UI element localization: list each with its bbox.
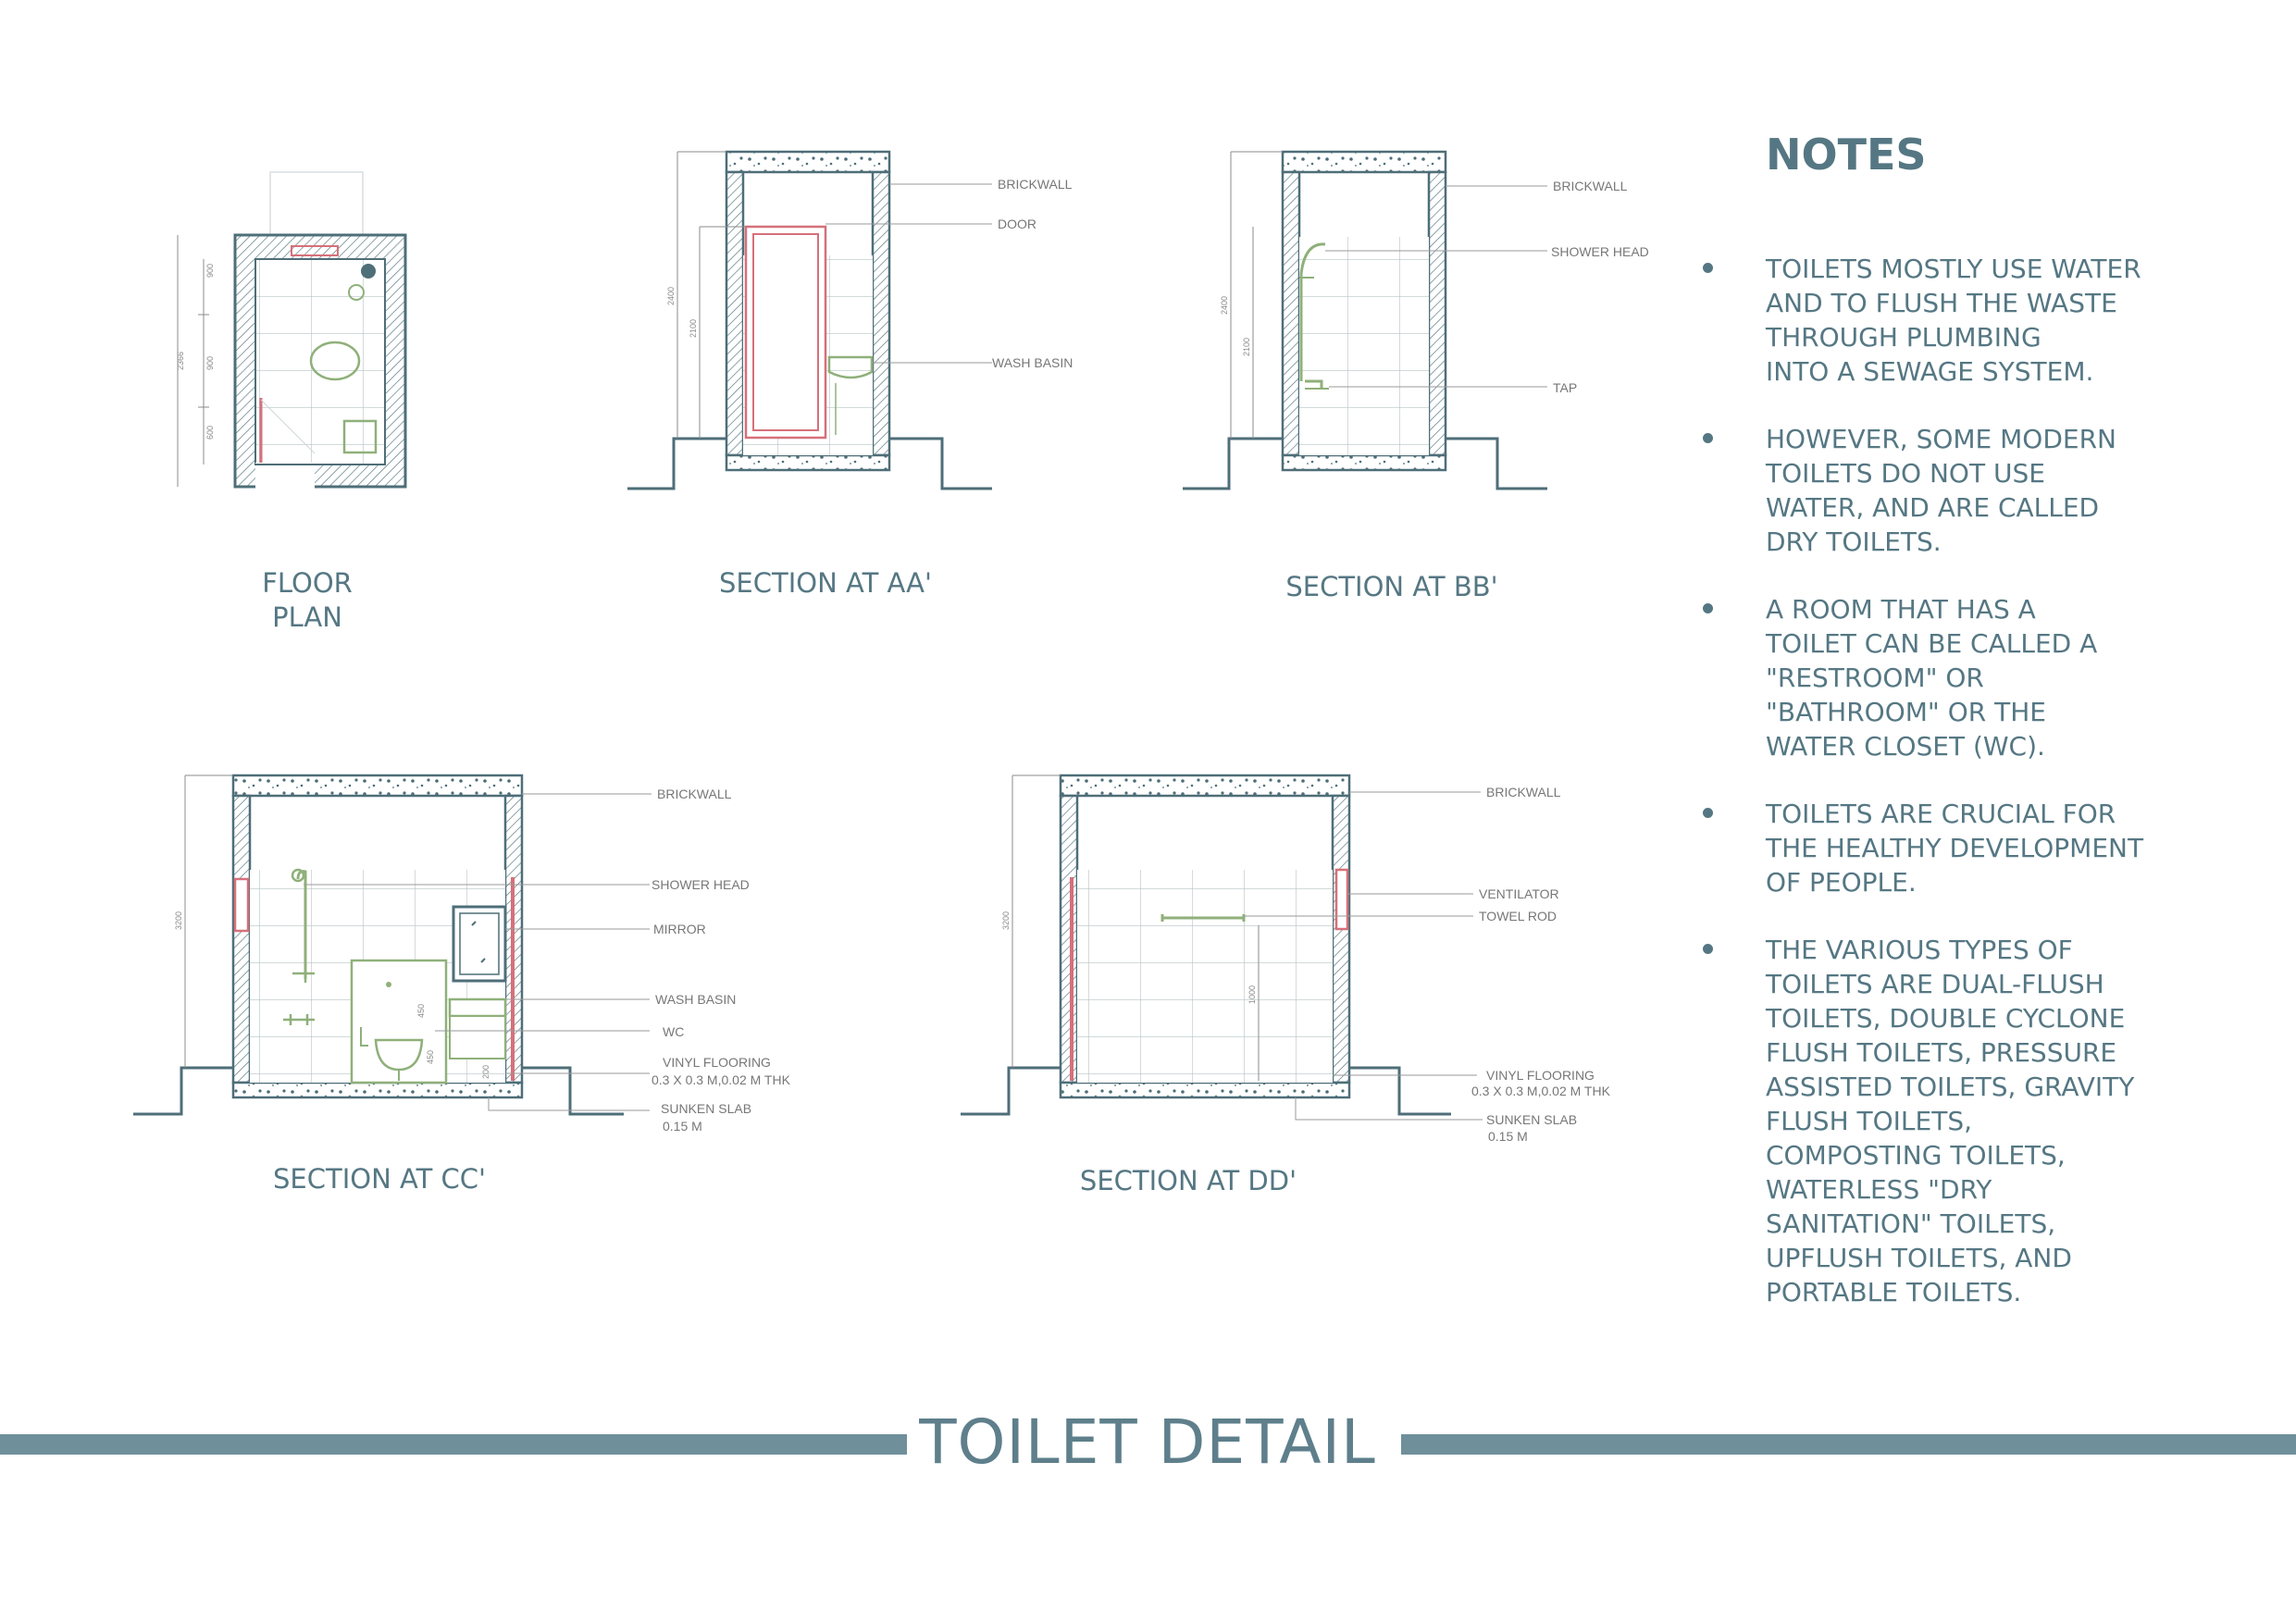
section-aa-label: BRICKWALL (998, 177, 1073, 192)
section-dd-label: VENTILATOR (1479, 886, 1559, 901)
section-cc-dim: 3200 (174, 911, 183, 930)
note-text: THE VARIOUS TYPES OF TOILETS ARE DUAL-FLUSH TOILETS, DOUBLE CYCLONE FLUSH TOILETS, PRESSURE ASSISTED TOILETS, GRAVITY FLUSH TOILETS, COMPOSTING TOILETS, WATERLESS "DRY SANITATION" TOILETS, UPFLUSH TOILETS, AND PORTABLE TOILETS. (1766, 935, 2135, 1307)
floor-plan-title: FLOOR PLAN (262, 567, 353, 633)
floor-plan-drawing (176, 172, 405, 489)
note-text: A ROOM THAT HAS A TOILET CAN BE CALLED A "RESTROOM" OR "BATHROOM" OR THE WATER CLOSET (WC). (1766, 594, 2098, 762)
bullet-icon (1703, 603, 1713, 613)
section-bb-label: SHOWER HEAD (1551, 244, 1649, 259)
section-aa-drawing (627, 152, 1073, 489)
section-dd-label: 0.3 X 0.3 M,0.02 M THK (1471, 1084, 1610, 1098)
section-bb-dim: 2400 (1220, 295, 1229, 315)
note-text: TOILETS ARE CRUCIAL FOR THE HEALTHY DEVELOPMENT OF PEOPLE. (1766, 799, 2144, 898)
section-cc-dim: 200 (481, 1064, 490, 1079)
title-band-left (0, 1434, 907, 1455)
bullet-icon (1703, 263, 1713, 273)
sheet-title: TOILET DETAIL (919, 1406, 1376, 1478)
section-dd-label: BRICKWALL (1486, 785, 1561, 799)
section-bb-label: BRICKWALL (1553, 179, 1628, 193)
section-dd-title: SECTION AT DD' (1079, 1165, 1297, 1196)
floor-plan-dim: 2366 (176, 351, 185, 370)
note-item (1694, 592, 2175, 763)
floor-plan-dim: 900 (205, 355, 215, 370)
section-cc-label: SHOWER HEAD (652, 877, 750, 892)
section-aa-dim: 2100 (689, 318, 698, 338)
section-dd-drawing (961, 775, 1611, 1144)
section-cc-drawing (133, 775, 791, 1134)
section-aa-label: DOOR (998, 217, 1036, 231)
section-bb-label: TAP (1553, 380, 1578, 395)
note-item (1694, 933, 2175, 1309)
section-dd-label: SUNKEN SLAB (1486, 1112, 1578, 1127)
section-cc-title: SECTION AT CC' (273, 1163, 486, 1195)
section-cc-label: 0.3 X 0.3 M,0.02 M THK (652, 1072, 790, 1087)
title-band-right (1401, 1434, 2296, 1455)
note-item (1694, 422, 2175, 559)
section-cc-label: VINYL FLOORING (663, 1055, 771, 1070)
section-cc-label: MIRROR (653, 922, 706, 936)
note-text: TOILETS MOSTLY USE WATER AND TO FLUSH THE WASTE THROUGH PLUMBING INTO A SEWAGE SYSTEM. (1766, 254, 2141, 387)
section-dd-label: VINYL FLOORING (1486, 1068, 1595, 1083)
section-cc-label: SUNKEN SLAB (661, 1101, 752, 1116)
bullet-icon (1703, 808, 1713, 818)
section-cc-dim: 450 (426, 1049, 435, 1064)
section-dd-label: 0.15 M (1488, 1129, 1528, 1144)
section-cc-dim: 450 (416, 1003, 426, 1018)
note-item (1694, 252, 2175, 389)
section-aa-title: SECTION AT AA' (719, 567, 932, 599)
note-item (1694, 797, 2175, 899)
bullet-icon (1703, 944, 1713, 954)
section-dd-label: TOWEL ROD (1479, 909, 1558, 923)
note-text: HOWEVER, SOME MODERN TOILETS DO NOT USE WATER, AND ARE CALLED DRY TOILETS. (1766, 424, 2116, 557)
section-cc-label: BRICKWALL (657, 787, 732, 801)
section-bb-dim: 2100 (1242, 337, 1251, 356)
section-cc-label: WASH BASIN (655, 992, 737, 1007)
section-dd-dim: 1000 (1247, 985, 1257, 1004)
section-cc-label: 0.15 M (663, 1119, 702, 1134)
notes-heading: NOTES (1766, 130, 1927, 180)
section-bb-drawing (1183, 152, 1649, 489)
floor-plan-dim: 900 (205, 263, 215, 278)
section-aa-dim: 2400 (666, 286, 676, 305)
section-bb-title: SECTION AT BB' (1285, 571, 1498, 602)
section-aa-label: WASH BASIN (992, 355, 1074, 370)
notes-list (1694, 252, 2175, 1343)
section-cc-label: WC (663, 1024, 685, 1039)
bullet-icon (1703, 433, 1713, 443)
section-dd-dim: 3200 (1001, 911, 1011, 930)
floor-plan-dim: 600 (205, 425, 215, 440)
